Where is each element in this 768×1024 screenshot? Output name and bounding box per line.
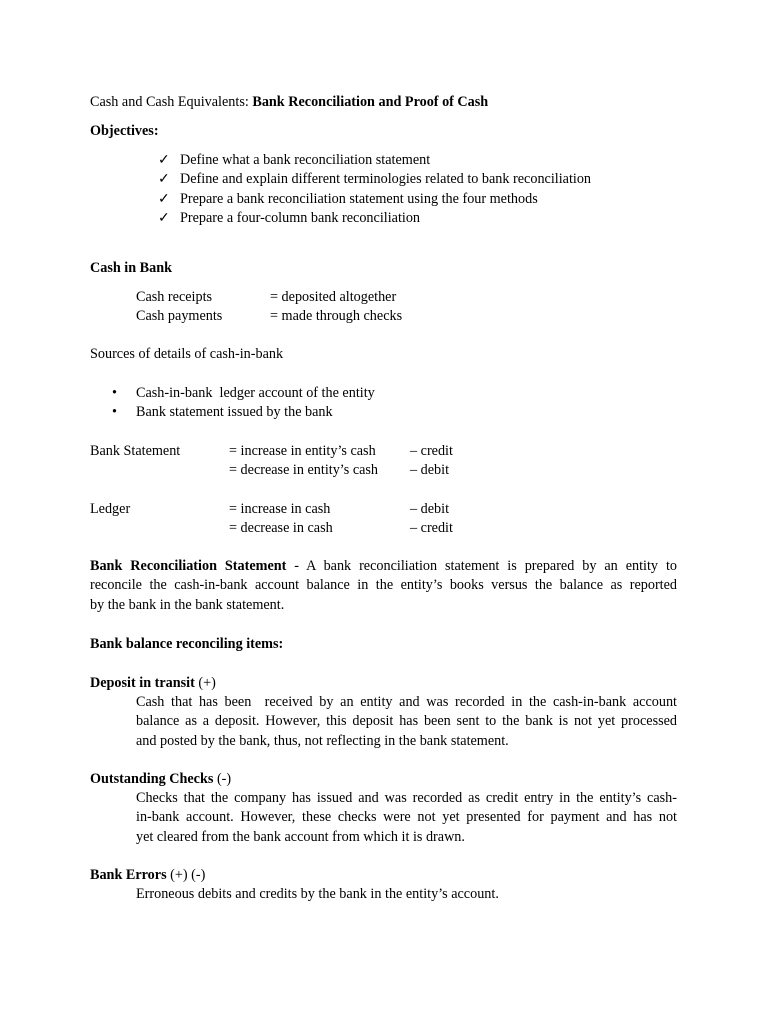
- source-item: [112, 403, 375, 422]
- cash-payments-value: = made through checks: [270, 308, 403, 324]
- bank-errors-heading: [90, 866, 205, 885]
- paragraph-text: - A bank reconciliation statement is prepared by an entity to: [286, 558, 677, 574]
- source-item: [112, 384, 375, 403]
- objective-item: [158, 190, 591, 209]
- checkmark-icon: ✓: [158, 171, 170, 188]
- item-term: Bank Errors: [90, 867, 167, 883]
- ledger-entry: – credit: [410, 520, 453, 536]
- deposit-in-transit-description: [136, 693, 677, 751]
- paragraph-line: by the bank in the bank statement.: [90, 596, 285, 613]
- title-bold: Bank Reconciliation and Proof of Cash: [252, 94, 489, 110]
- item-sign: (+) (-): [166, 867, 206, 883]
- cash-payments-label: Cash payments: [136, 308, 223, 324]
- objectives-heading-text: Objectives:: [90, 123, 159, 139]
- cash-in-bank-heading-text: Cash in Bank: [90, 260, 173, 276]
- checkmark-icon: ✓: [158, 152, 170, 168]
- objective-text: Prepare a bank reconciliation statement using the four methods: [180, 190, 538, 207]
- objective-item: [158, 151, 591, 170]
- deposit-in-transit-heading: [90, 674, 216, 693]
- ledger-label: Ledger: [90, 501, 131, 517]
- paragraph-line: Cash that has been received by an entity and was recorded in the cash-in-bank account: [136, 694, 677, 710]
- paragraph-line: reconcile the cash-in-bank account balance in the entity’s books versus the balance as reported: [90, 577, 677, 594]
- item-term: Deposit in transit: [90, 675, 195, 691]
- bank-statement-entry: – debit: [410, 462, 450, 478]
- bullet-icon: •: [112, 385, 117, 401]
- objectives-heading: [90, 122, 159, 141]
- bank-errors-description: [136, 885, 677, 904]
- checkmark-icon: ✓: [158, 190, 170, 207]
- checkmark-icon: ✓: [158, 210, 170, 227]
- paragraph-line: and posted by the bank, thus, not reflecting in the bank statement.: [136, 732, 509, 749]
- sources-heading: Sources of details of cash-in-bank: [90, 346, 284, 362]
- bank-statement-entry: – credit: [410, 443, 453, 459]
- paragraph-line: [90, 557, 677, 576]
- ledger-entry: – debit: [410, 501, 450, 517]
- item-sign: (+): [194, 675, 216, 691]
- item-sign: (-): [213, 771, 232, 787]
- outstanding-checks-heading: [90, 770, 231, 789]
- bank-statement-effect: = increase in entity’s cash: [229, 443, 376, 459]
- objectives-list: [158, 151, 591, 229]
- ledger-effect: = increase in cash: [229, 501, 331, 517]
- outstanding-checks-description: [136, 789, 677, 847]
- bullet-icon: •: [112, 404, 117, 421]
- sources-list: [112, 384, 375, 423]
- objective-text: Define what a bank reconciliation statement: [180, 152, 431, 168]
- bank-statement-effect: = decrease in entity’s cash: [229, 462, 379, 478]
- paragraph-line: Erroneous debits and credits by the bank in the entity’s account.: [136, 886, 499, 902]
- cash-receipts-value: = deposited altogether: [270, 289, 397, 305]
- reconciling-items-heading-text: Bank balance reconciling items:: [90, 636, 284, 652]
- bank-statement-label: Bank Statement: [90, 443, 181, 459]
- document-title: [90, 93, 488, 112]
- title-prefix: Cash and Cash Equivalents:: [90, 94, 253, 110]
- objective-item: [158, 170, 591, 189]
- source-text: Cash-in-bank ledger account of the entity: [136, 385, 375, 401]
- paragraph-line: in-bank account. However, these checks were not yet presented for payment and has not: [136, 809, 677, 826]
- brs-term: Bank Reconciliation Statement: [90, 558, 287, 574]
- cash-receipts-label: Cash receipts: [136, 289, 213, 305]
- cash-in-bank-heading: [90, 259, 172, 278]
- objective-item: [158, 209, 591, 228]
- reconciling-items-heading: [90, 635, 283, 654]
- brs-paragraph: [90, 557, 677, 615]
- objective-text: Prepare a four-column bank reconciliation: [180, 210, 421, 227]
- ledger-effect: = decrease in cash: [229, 520, 333, 536]
- paragraph-line: balance as a deposit. However, this deposit has been sent to the bank is not yet processed: [136, 713, 677, 730]
- paragraph-line: Checks that the company has issued and was recorded as credit entry in the entity’s cash-: [136, 790, 677, 806]
- item-term: Outstanding Checks: [90, 771, 214, 787]
- paragraph-line: yet cleared from the bank account from which it is drawn.: [136, 828, 465, 845]
- source-text: Bank statement issued by the bank: [136, 404, 333, 421]
- objective-text: Define and explain different terminologies related to bank reconciliation: [180, 171, 592, 188]
